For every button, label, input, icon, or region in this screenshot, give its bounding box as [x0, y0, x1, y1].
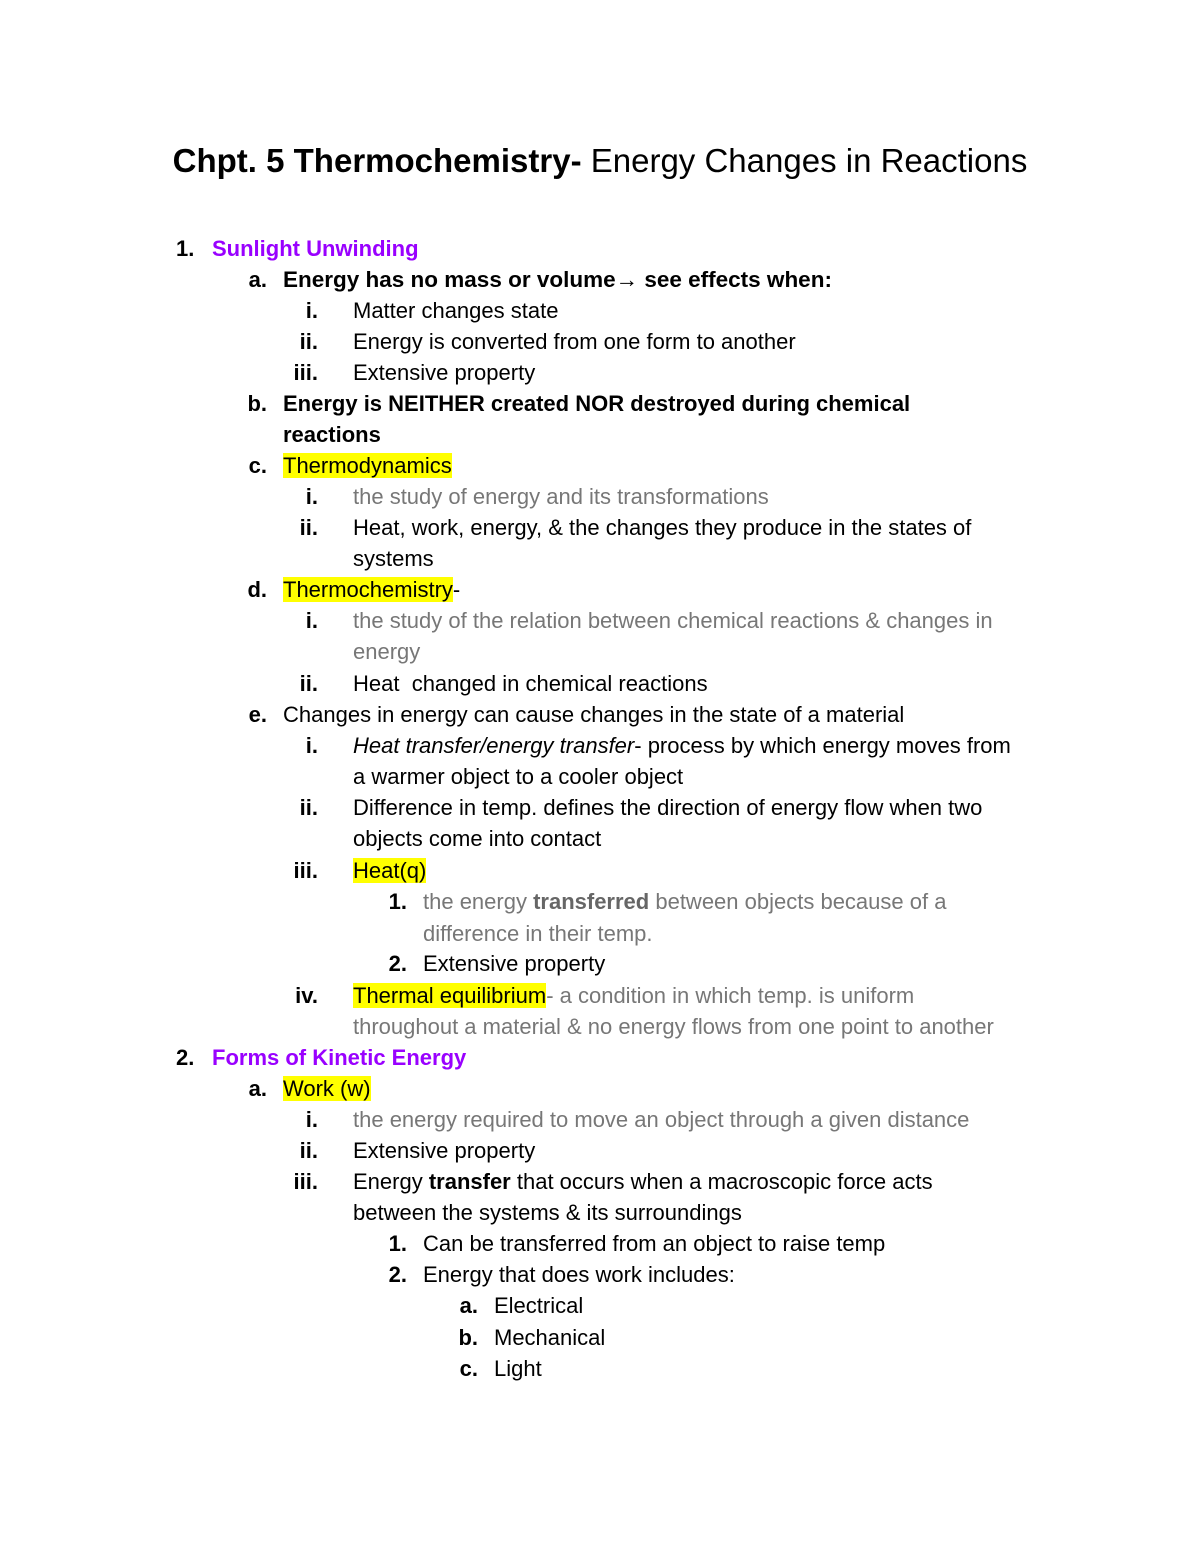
title-bold: Chpt. 5 Thermochemistry-	[172, 142, 582, 179]
item-1a-ii: ii. Energy is converted from one form to another	[299, 329, 796, 354]
item-1c-i: i. the study of energy and its transformations	[305, 484, 769, 509]
highlight-term: Thermochemistry	[283, 577, 453, 602]
item-2a-iii-2-c: c. Light	[459, 1356, 542, 1381]
title-rest: Energy Changes in Reactions	[581, 142, 1028, 179]
item-1a-i: i. Matter changes state	[305, 298, 559, 323]
item-1e-iii-1: 1. the energy transferred between objects because of a	[388, 889, 947, 914]
item-1e-i-cont: a warmer object to a cooler object	[353, 764, 684, 789]
item-1e-i: i. Heat transfer/energy transfer- process by which energy moves from	[305, 733, 1011, 758]
highlight-term: Thermodynamics	[283, 453, 452, 478]
list-marker: 2.	[176, 1045, 195, 1070]
list-marker: 1.	[176, 236, 195, 261]
item-1e: e. Changes in energy can cause changes in the state of a material	[248, 702, 905, 727]
item-1e-iv-cont: throughout a material & no energy flows from one point to another	[353, 1014, 994, 1039]
item-1e-iii: iii. Heat(q)	[293, 858, 427, 883]
highlight-term: Work (w)	[283, 1076, 371, 1101]
item-1a-iii: iii. Extensive property	[293, 360, 536, 385]
item-1c-ii-cont: systems	[353, 546, 434, 571]
item-1c: c. Thermodynamics	[248, 453, 452, 478]
item-1b: b. Energy is NEITHER created NOR destroyed during chemical	[247, 391, 911, 416]
item-2a-iii-2-a: a. Electrical	[459, 1293, 584, 1318]
item-2a-ii: ii. Extensive property	[299, 1138, 536, 1163]
item-1e-ii-cont: objects come into contact	[353, 826, 602, 851]
item-1b-cont: reactions	[283, 422, 381, 447]
highlight-term: Heat(q)	[353, 858, 427, 883]
item-2a-i: i. the energy required to move an object through a given distance	[305, 1107, 970, 1132]
item-2a-iii: iii. Energy transfer that occurs when a macroscopic force acts	[293, 1169, 933, 1194]
list-marker: a.	[248, 267, 267, 292]
item-2a-iii-cont: between the systems & its surroundings	[353, 1200, 742, 1225]
item-2a-iii-2: 2. Energy that does work includes:	[388, 1262, 735, 1287]
highlight-term: Thermal equilibrium	[353, 983, 547, 1008]
item-2a-iii-2-b: b. Mechanical	[458, 1325, 606, 1350]
item-2a: a. Work (w)	[248, 1076, 371, 1101]
item-1d: d. Thermochemistry-	[247, 577, 461, 602]
item-1e-iii-2: 2. Extensive property	[388, 951, 606, 976]
item-1e-iv: iv. Thermal equilibrium- a condition in which temp. is uniform	[295, 983, 915, 1008]
item-1e-ii: ii. Difference in temp. defines the direction of energy flow when two	[299, 795, 983, 820]
item-1d-i-cont: energy	[353, 639, 421, 664]
section-1-heading: 1. Sunlight Unwinding	[212, 233, 419, 264]
page-title	[0, 141, 1200, 181]
item-1c-ii: ii. Heat, work, energy, & the changes they produce in the states of	[299, 515, 972, 540]
item-1e-iii-1-cont: difference in their temp.	[423, 921, 653, 946]
item-1d-i: i. the study of the relation between chemical reactions & changes in	[305, 608, 993, 633]
item-1a: a. Energy has no mass or volume→ see effects when:	[283, 264, 832, 295]
item-2a-iii-1: 1. Can be transferred from an object to raise temp	[388, 1231, 886, 1256]
section-2-heading: 2. Forms of Kinetic Energy	[212, 1042, 466, 1073]
item-1d-ii: ii. Heat changed in chemical reactions	[299, 671, 708, 696]
